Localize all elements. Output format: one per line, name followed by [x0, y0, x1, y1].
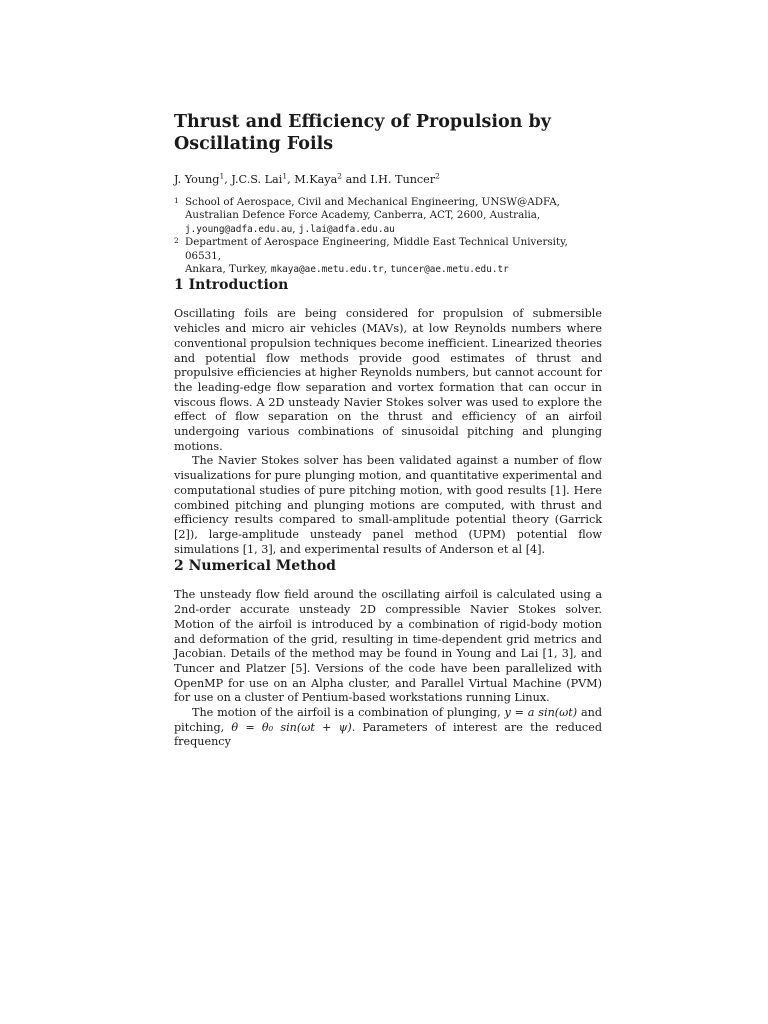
author-name: J.C.S. Lai — [231, 173, 283, 186]
paragraph-text: and pitching, — [174, 706, 602, 734]
email-link[interactable]: mkaya@ae.metu.edu.tr — [270, 264, 384, 276]
email-link[interactable]: j.lai@adfa.edu.au — [298, 223, 395, 235]
author-list — [174, 173, 602, 187]
affiliation-2 — [174, 236, 602, 276]
affiliation-mark: 2 — [174, 236, 179, 246]
affiliation-line: School of Aerospace, Civil and Mechanical Engineering, UNSW@ADFA, — [185, 196, 560, 208]
section-heading-introduction: 1 Introduction — [174, 277, 289, 294]
section-body-numerical-method — [174, 588, 602, 750]
paragraph-text: . Parameters of interest are the reduced frequency — [174, 720, 602, 749]
author-separator: , — [224, 173, 232, 186]
equation-plunging: y = a sin(ωt) — [504, 706, 578, 720]
email-separator: , — [383, 263, 391, 276]
author-affil-mark: 1 — [219, 171, 225, 181]
affiliation-line: Ankara, Turkey, — [185, 263, 268, 276]
author-name: I.H. Tuncer — [370, 173, 436, 186]
equation-pitching: θ = θ₀ sin(ωt + ψ) — [231, 720, 352, 734]
affiliation-1 — [174, 196, 602, 236]
paragraph: The unsteady flow field around the oscillating airfoil is calculated using a 2nd-order accurate unsteady 2D compressible Navier Stokes solver. Motion of the airfoil is introduced by a combination of rigid-body motion and deformation of the grid, resulting in time-dependent grid metrics and Jacobian. Details of the method may be found in Young and Lai [1, 3], and Tuncer and Platzer [5]. Versions of the code have been parallelized with OpenMP for use on an Alpha cluster, and Parallel Virtual Machine (PVM) for use on a cluster of Pentium-based workstations running Linux. — [174, 588, 602, 705]
email-link[interactable]: tuncer@ae.metu.edu.tr — [390, 264, 509, 276]
author-affil-mark: 1 — [282, 171, 288, 181]
author-separator: , — [287, 173, 295, 186]
section-body-introduction — [174, 307, 602, 557]
author-affil-mark: 2 — [337, 171, 343, 181]
affiliation-text — [185, 236, 602, 276]
title-line-2: Oscillating Foils — [174, 134, 334, 154]
affiliation-line: Department of Aerospace Engineering, Middle East Technical University, 06531, — [185, 236, 568, 262]
section-heading-numerical-method: 2 Numerical Method — [174, 558, 336, 575]
author-separator: and — [342, 173, 371, 186]
title-line-1: Thrust and Efficiency of Propulsion by — [174, 112, 551, 132]
affiliations — [174, 196, 602, 276]
email-separator: , — [292, 222, 299, 235]
email-link[interactable]: j.young@adfa.edu.au — [185, 223, 293, 235]
affiliation-mark: 1 — [174, 196, 179, 205]
affiliation-text — [185, 196, 602, 236]
paragraph-text: The motion of the airfoil is a combination of plunging, — [192, 706, 501, 720]
author-affil-mark: 2 — [435, 171, 440, 181]
author-name: M.Kaya — [294, 173, 338, 186]
paper-title — [174, 111, 602, 155]
paragraph — [174, 706, 602, 750]
paragraph: The Navier Stokes solver has been validated against a number of flow visualizations for pure plunging motion, and quantitative experimental and computational studies of pure pitching motion, with good results [1]. Here combined pitching and plunging motions are computed, with thrust and efficiency results compared to small-amplitude potential theory (Garrick [2]), large-amplitude unsteady panel method (UPM) potential flow simulations [1, 3], and experimental results of Anderson et al [4]. — [174, 454, 602, 556]
author-name: J. Young — [174, 173, 220, 186]
affiliation-line: Australian Defence Force Academy, Canberra, ACT, 2600, Australia, — [185, 209, 541, 222]
paragraph: Oscillating foils are being considered for propulsion of submersible vehicles and micro air vehicles (MAVs), at low Reynolds numbers where conventional propulsion techniques become inefficient. Linearized theories and potential flow methods provide good estimates of thrust and propulsive efficiencies at higher Reynolds numbers, but cannot account for the leading-edge flow separation and vortex formation that can occur in viscous flows. A 2D unsteady Navier Stokes solver was used to explore the effect of flow separation on the thrust and efficiency of an airfoil undergoing various combinations of sinusoidal pitching and plunging motions. — [174, 307, 602, 453]
paper-page — [174, 111, 602, 750]
